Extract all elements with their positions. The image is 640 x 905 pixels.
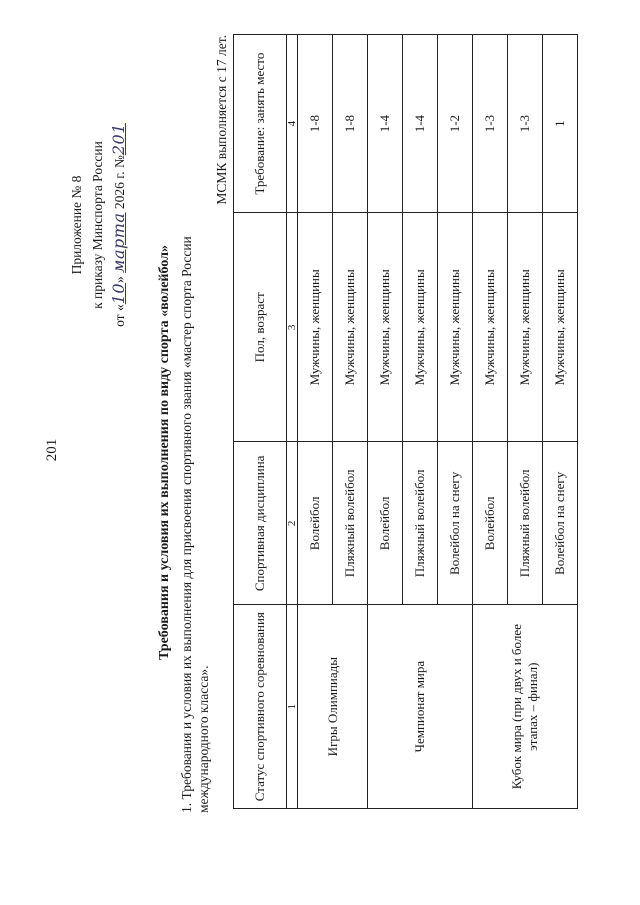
place-cell: 1-2: [438, 35, 473, 213]
status-cell: Игры Олимпиады: [298, 605, 368, 809]
table-row: [473, 35, 508, 809]
column-number: 4: [287, 35, 298, 213]
sex-age-cell: Мужчины, женщины: [403, 213, 438, 442]
discipline-cell: Пляжный волейбол: [333, 442, 368, 605]
discipline-cell: Волейбол: [473, 442, 508, 605]
table-row: [298, 35, 333, 809]
discipline-cell: Волейбол: [368, 442, 403, 605]
place-cell: 1-3: [508, 35, 543, 213]
place-cell: 1-4: [368, 35, 403, 213]
order-date-line: [108, 105, 130, 345]
appendix-header: [66, 105, 130, 345]
column-number: 2: [287, 442, 298, 605]
handwritten-order-number: 201: [109, 123, 128, 156]
place-cell: 1-4: [403, 35, 438, 213]
discipline-cell: Пляжный волейбол: [508, 442, 543, 605]
appendix-order-ref: к приказу Минспорта России: [90, 141, 105, 309]
discipline-cell: Волейбол на снегу: [543, 442, 578, 605]
header-place: Требование: занять место: [234, 35, 287, 213]
discipline-cell: Пляжный волейбол: [403, 442, 438, 605]
page-number: 201: [44, 438, 60, 462]
sex-age-cell: Мужчины, женщины: [298, 213, 333, 442]
header-sex-age: Пол, возраст: [234, 213, 287, 442]
column-number: 1: [287, 605, 298, 809]
table-row: [368, 35, 403, 809]
status-cell: Кубок мира (при двух и более этапах – финал): [473, 605, 578, 809]
handwritten-month: марта: [109, 212, 128, 273]
sex-age-cell: Мужчины, женщины: [333, 213, 368, 442]
order-prefix: от «: [112, 304, 127, 327]
discipline-cell: Волейбол на снегу: [438, 442, 473, 605]
appendix-title: Приложение № 8: [69, 175, 84, 275]
sex-age-cell: Мужчины, женщины: [508, 213, 543, 442]
discipline-cell: Волейбол: [298, 442, 333, 605]
sex-age-cell: Мужчины, женщины: [473, 213, 508, 442]
column-number-row: [287, 35, 298, 809]
order-mid: »: [112, 276, 127, 283]
place-cell: 1-8: [333, 35, 368, 213]
table-header-row: [234, 35, 287, 809]
status-cell: Чемпионат мира: [368, 605, 473, 809]
msmk-age-note: МСМК выполняется с 17 лет.: [214, 35, 229, 205]
column-number: 3: [287, 213, 298, 442]
document-title: Требования и условия их выполнения по виду спорта «волейбол»: [157, 245, 172, 660]
sex-age-cell: Мужчины, женщины: [543, 213, 578, 442]
header-status: Статус спортивного соревнования: [234, 605, 287, 809]
header-discipline: Спортивная дисциплина: [234, 442, 287, 605]
sex-age-cell: Мужчины, женщины: [438, 213, 473, 442]
sex-age-cell: Мужчины, женщины: [368, 213, 403, 442]
place-cell: 1-3: [473, 35, 508, 213]
intro-paragraph: 1. Требования и условия их выполнения для присвоения спортивного звания «мастер спорта России международного класса».: [179, 236, 211, 813]
place-cell: 1: [543, 35, 578, 213]
handwritten-day: 10: [109, 282, 128, 305]
order-year: 2026 г. №: [112, 155, 127, 210]
place-cell: 1-8: [298, 35, 333, 213]
requirements-table: [233, 34, 578, 809]
